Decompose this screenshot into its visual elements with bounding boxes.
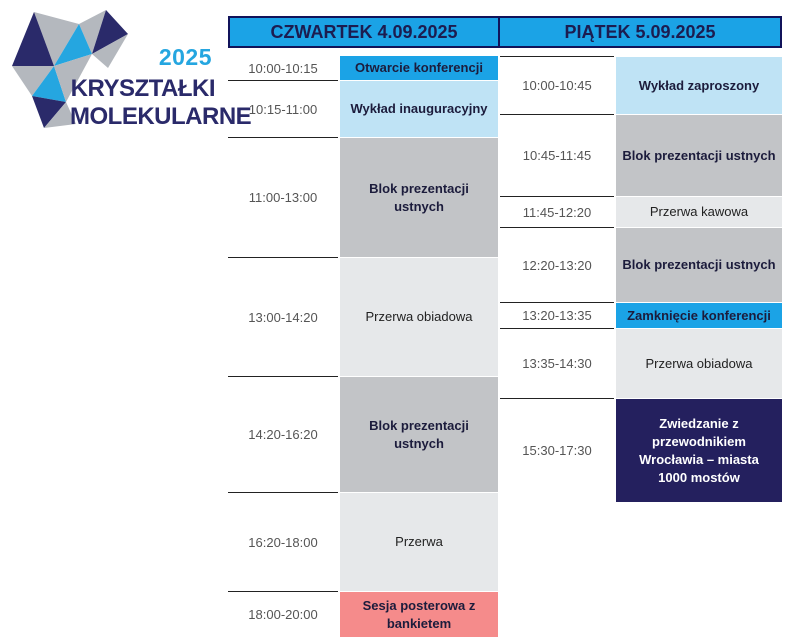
event-oral-session[interactable]: Blok prezentacji ustnych: [616, 228, 782, 302]
event-oral-session[interactable]: Blok prezentacji ustnych: [616, 115, 782, 196]
time-slot: 10:45-11:45: [522, 148, 592, 163]
time-slot: 13:35-14:30: [522, 356, 592, 371]
time-slot: 10:00-10:15: [248, 60, 318, 76]
time-slot: 14:20-16:20: [248, 427, 318, 442]
time-slot: 11:45-12:20: [522, 204, 592, 220]
event-oral-session[interactable]: Blok prezentacji ustnych: [340, 138, 498, 257]
time-slot: 16:20-18:00: [248, 534, 318, 550]
logo-year: 2025: [158, 44, 212, 70]
event-poster-session[interactable]: Sesja posterowa z bankietem: [340, 592, 498, 637]
time-slot: 10:15-11:00: [248, 101, 318, 117]
time-slot: 11:00-13:00: [248, 190, 318, 205]
logo-title-line1: KRYSZTAŁKI: [70, 75, 215, 102]
event-lunch-break[interactable]: Przerwa obiadowa: [616, 329, 782, 398]
event-coffee-break[interactable]: Przerwa kawowa: [616, 197, 782, 227]
time-slot: 18:00-20:00: [248, 607, 318, 622]
day-header-thursday: CZWARTEK 4.09.2025: [228, 16, 500, 48]
logo-title-line2: MOLEKULARNE: [70, 103, 252, 130]
time-slot: 13:00-14:20: [248, 309, 318, 325]
day-header-friday: PIĄTEK 5.09.2025: [498, 16, 782, 48]
time-slot: 13:20-13:35: [522, 308, 592, 323]
event-break[interactable]: Przerwa: [340, 493, 498, 591]
time-slot: 12:20-13:20: [522, 257, 592, 273]
event-city-tour[interactable]: Zwiedzanie z przewodnikiem Wrocławia – miasta 1000 mostów: [616, 399, 782, 502]
event-closing[interactable]: Zamknięcie konferencji: [616, 303, 782, 328]
time-slot: 10:00-10:45: [522, 78, 592, 93]
event-lunch-break[interactable]: Przerwa obiadowa: [340, 258, 498, 376]
event-oral-session[interactable]: Blok prezentacji ustnych: [340, 377, 498, 492]
event-invited-lecture[interactable]: Wykład zaproszony: [616, 57, 782, 114]
event-opening[interactable]: Otwarcie konferencji: [340, 56, 498, 80]
event-inaugural-lecture[interactable]: Wykład inauguracyjny: [340, 81, 498, 137]
time-slot: 15:30-17:30: [522, 443, 592, 458]
